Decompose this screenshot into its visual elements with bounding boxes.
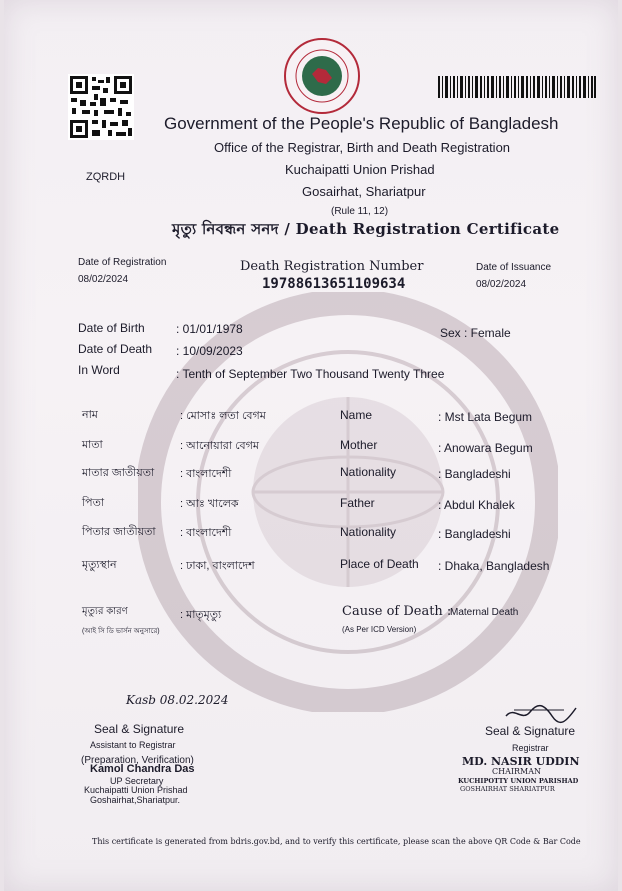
inword-value: : Tenth of September Two Thousand Twenty Three [176,367,445,381]
mother-nationality-value: : Bangladeshi [438,467,511,481]
cause-label: Cause of Death : [342,604,452,619]
right-signatory-name: MD. NASIR UDDIN [462,755,580,768]
bn-place-of-death-label: মৃত্যুস্থান [82,559,117,571]
government-emblem-icon [282,36,362,116]
location-name: Gosairhat, Shariatpur [302,184,426,199]
sex-field: Sex : Female [440,326,511,340]
verification-footer: This certificate is generated from bdris.gov.bd, and to verify this certificate, please scan the above QR Code & Bar Code [92,837,581,846]
right-signatory-title: CHAIRMAN [492,767,542,776]
bn-cause-sub: (আই সি ডি ভার্সন অনুসারে) [82,628,160,635]
issuance-date-value: 08/02/2024 [476,279,527,290]
cause-value: Maternal Death [450,607,519,618]
bn-mother-nationality-label: মাতার জাতীয়তা [82,467,155,479]
registration-date-label: Date of Registration [78,257,167,268]
qr-code-text: ZQRDH [86,171,126,183]
left-role-sub: (Preparation, Verification) [81,755,194,766]
bn-place-of-death-value: : ঢাকা, বাংলাদেশ [180,560,255,572]
bn-cause-label: মৃত্যুর কারণ [82,606,128,617]
registration-number-label: Death Registration Number [240,259,424,274]
left-seal-label: Seal & Signature [94,722,185,736]
qr-code-icon[interactable] [68,74,134,160]
father-label: Father [340,496,375,510]
issuance-date-label: Date of Issuance [476,262,552,273]
dob-value: : 01/01/1978 [176,322,243,336]
place-of-death-label: Place of Death [340,557,419,571]
left-signatory-union: Kuchaipatti Union Prishad [84,785,188,795]
bn-mother-value: : আনোয়ারা বেগম [180,440,259,452]
right-signatory-area: GOSHAIRHAT SHARIATPUR [460,785,555,793]
right-signatory-union: KUCHIPOTTY UNION PARISHAD [458,777,579,785]
registrar-signature-icon [504,702,578,724]
handwritten-signature-date: Kasb 08.02.2024 [126,693,229,707]
mother-label: Mother [340,438,378,452]
name-label: Name [340,408,373,422]
left-role: Assistant to Registrar [90,740,176,750]
mother-nationality-label: Nationality [340,465,397,479]
union-name: Kuchaipatti Union Prishad [285,162,435,177]
left-signatory-title: UP Secretary [110,776,164,786]
government-title: Government of the People's Republic of Bangladesh [164,114,559,133]
name-value: : Mst Lata Begum [438,410,533,424]
registration-date-value: 08/02/2024 [78,274,129,285]
inword-label: In Word [78,363,120,377]
bn-father-label: পিতা [82,497,105,509]
dob-label: Date of Birth [78,321,145,335]
bn-father-nationality-label: পিতার জাতীয়তা [82,526,156,538]
bn-father-value: : আঃ খালেক [180,498,239,510]
place-of-death-value: : Dhaka, Bangladesh [438,559,550,573]
office-title: Office of the Registrar, Birth and Death Registration [214,140,511,155]
bn-mother-nationality-value: : বাংলাদেশী [180,468,232,480]
rule-reference: (Rule 11, 12) [331,206,389,217]
dod-value: : 10/09/2023 [176,344,243,358]
right-role: Registrar [512,743,549,753]
certificate-paper [4,0,618,891]
father-value: : Abdul Khalek [438,498,515,512]
mother-value: : Anowara Begum [438,441,533,455]
bn-cause-value: : মাতৃমৃত্যু [180,609,222,621]
bn-name-value: : মোসাঃ লতা বেগম [180,410,266,422]
bn-mother-label: মাতা [82,439,103,451]
bn-name-label: নাম [82,409,98,421]
left-signatory-name: Kamol Chandra Das [90,763,195,775]
cause-sub: (As Per ICD Version) [342,625,417,634]
left-signatory-area: Goshairhat,Shariatpur. [90,795,181,805]
father-nationality-label: Nationality [340,525,397,539]
dod-label: Date of Death [78,342,153,356]
certificate-title: মৃত্যু নিবন্ধন সনদ / Death Registration Certificate [172,220,560,238]
right-seal-label: Seal & Signature [485,724,576,738]
father-nationality-value: : Bangladeshi [438,527,511,541]
bn-father-nationality-value: : বাংলাদেশী [180,527,232,539]
registration-number-value: 19788613651109634 [262,276,406,292]
barcode-icon[interactable] [438,76,596,98]
